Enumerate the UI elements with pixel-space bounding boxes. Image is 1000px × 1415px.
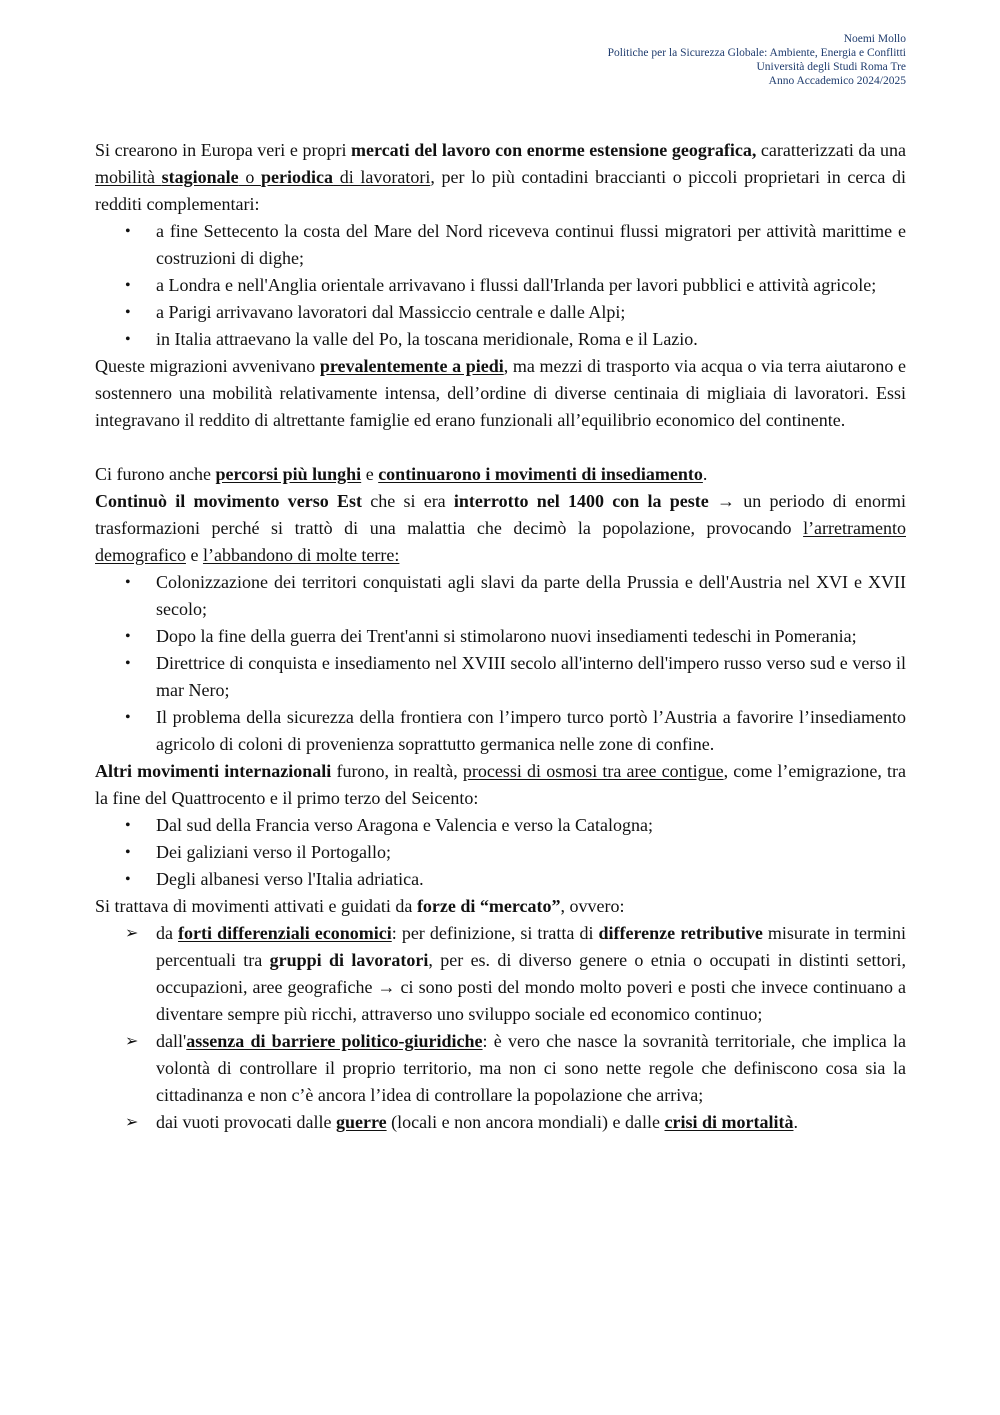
header-author: Noemi Mollo [843,33,906,45]
bold-underlined-text: stagionale [161,167,239,187]
bold-underlined-text: forti differenziali economici [178,923,392,943]
text-run: dai vuoti provocati dalle [156,1112,336,1132]
underlined-text: di lavoratori [333,167,431,187]
bullet-list-emigration [95,812,906,893]
list-item: • Degli albanesi verso l'Italia adriatica. [95,866,906,893]
underlined-text: l’arretramento demografico [95,518,906,565]
paragraph-longer-routes [95,461,906,488]
bold-underlined-text: prevalentemente a piedi [319,356,504,376]
arrow-bullet-icon: ➢ [125,1114,139,1131]
paragraph-migrations-on-foot [95,353,906,434]
text-run: . [793,1112,798,1132]
text-run: Queste migrazioni avvenivano [95,356,320,376]
paragraph-labour-markets [95,137,906,218]
underlined-text: o [238,167,262,187]
list-item: • in Italia attraevano la valle del Po, la toscana meridionale, Roma e il Lazio. [95,326,906,353]
arrow-list-market-forces [95,920,906,1136]
bold-underlined-text: percorsi più lunghi [215,464,362,484]
text-run: , ovvero: [560,896,625,916]
bold-underlined-text: guerre [335,1112,387,1132]
text-run: (locali e non ancora mondiali) e dalle [386,1112,665,1132]
text-run: dall' [156,1031,187,1051]
list-item: • a Londra e nell'Anglia orientale arrivavano i flussi dall'Irlanda per lavori pubblici e attività agricole; [95,272,906,299]
text-run: furono, in realtà, [331,761,463,781]
text-run: Si crearono in Europa veri e propri [95,140,352,160]
document-body [95,137,906,1136]
header-course: Politiche per la Sicurezza Globale: Ambiente, Energia e Conflitti [607,47,906,59]
list-item [95,1109,906,1136]
text-run: Si trattava di movimenti attivati e guidati da [95,896,417,916]
text-run: , per es. di diverso genere o etnia o occupati in distinti settori, occupazioni, aree geografiche → ci sono posti del mondo molto poveri e posti che invece continuano a diventare sempre più ricchi, attraverso uno sviluppo sociale ed economico continuo; [156,950,906,1024]
bullet-list-colonization [95,569,906,758]
list-item: • a Parigi arrivavano lavoratori dal Massiccio centrale e dalle Alpi; [95,299,906,326]
bold-text: forze di “mercato” [416,896,561,916]
list-item: • Direttrice di conquista e insediamento nel XVIII secolo all'interno dell'impero russo verso sud e verso il mar Nero; [95,650,906,704]
bold-text: interrotto nel 1400 con la peste [453,491,709,511]
header-university: Università degli Studi Roma Tre [756,61,906,73]
list-item [95,1028,906,1109]
text-run: da [156,923,179,943]
text-run: Ci furono anche [95,464,216,484]
bold-text: differenze retributive [598,923,763,943]
bold-underlined-text: crisi di mortalità [664,1112,794,1132]
list-item: • Dal sud della Francia verso Aragona e Valencia e verso la Catalogna; [95,812,906,839]
text-run: , come l’emigrazione, tra la fine del Quattrocento e il primo terzo del Seicento: [95,761,906,808]
bullet-list-destinations [95,218,906,353]
text-run: : per definizione, si tratta di [391,923,599,943]
header-year: Anno Accademico 2024/2025 [768,75,906,87]
paragraph-market-forces [95,893,906,920]
underlined-text: processi di osmosi tra aree contigue [462,761,724,781]
list-item: • Dei galiziani verso il Portogallo; [95,839,906,866]
list-item: • Dopo la fine della guerra dei Trent'anni si stimolarono nuovi insediamenti tedeschi in Pomerania; [95,623,906,650]
bold-text: gruppi di lavoratori [269,950,429,970]
text-run: e [361,464,379,484]
text-run: caratterizzati da una [756,140,906,160]
bold-text: mercati del lavoro con enorme estensione geografica, [351,140,757,160]
paragraph-spacer [95,434,906,461]
text-run: misurate in termini percentuali tra [156,923,907,970]
list-item: • Colonizzazione dei territori conquistati agli slavi da parte della Prussia e dell'Austria nel XVI e XVII secolo; [95,569,906,623]
text-run: , per lo più contadini braccianti o piccoli proprietari in cerca di redditi complementari: [95,167,906,214]
text-run: che si era [361,491,454,511]
bold-underlined-text: continuarono i movimenti di insediamento [378,464,703,484]
text-run: : è vero che nasce la sovranità territoriale, che implica la volontà di controllare il proprio territorio, ma non ci sono nette regole che definiscono cosa sia la cittadinanza e non c’è ancora l’idea di controllare la popolazione che arriva; [156,1031,906,1105]
bold-underlined-text: periodica [261,167,334,187]
text-run: . [702,464,708,484]
list-item [95,920,906,1028]
list-item: • Il problema della sicurezza della frontiera con l’impero turco portò l’Austria a favorire l’insediamento agricolo di coloni di provenienza soprattutto germanica nelle zone di confine. [95,704,906,758]
bold-underlined-text: assenza di barriere politico-giuridiche [186,1031,483,1051]
underlined-text: l’abbandono di molte terre: [202,545,400,565]
underlined-text: mobilità [95,167,162,187]
bold-text: Altri movimenti internazionali [95,761,332,781]
paragraph-international-movements [95,758,906,812]
arrow-bullet-icon: ➢ [125,1033,139,1050]
text-run: → un periodo di enormi trasformazioni perché si trattò di una malattia che decimò la popolazione, provocando [95,491,906,538]
bold-text: Continuò il movimento verso Est [95,491,362,511]
list-item: • a fine Settecento la costa del Mare del Nord riceveva continui flussi migratori per attività marittime e costruzioni di dighe; [95,218,906,272]
text-run: , ma mezzi di trasporto via acqua o via terra aiutarono e sostennero una mobilità relativamente intensa, dell’ordine di diverse centinaia di migliaia di lavoratori. Essi integravano il reddito di altrettante famiglie ed erano funzionali all’equilibrio economico del continente. [95,356,906,430]
page-header [608,32,906,88]
text-run: e [185,545,203,565]
paragraph-eastward-movement [95,488,906,569]
arrow-bullet-icon: ➢ [125,925,139,942]
